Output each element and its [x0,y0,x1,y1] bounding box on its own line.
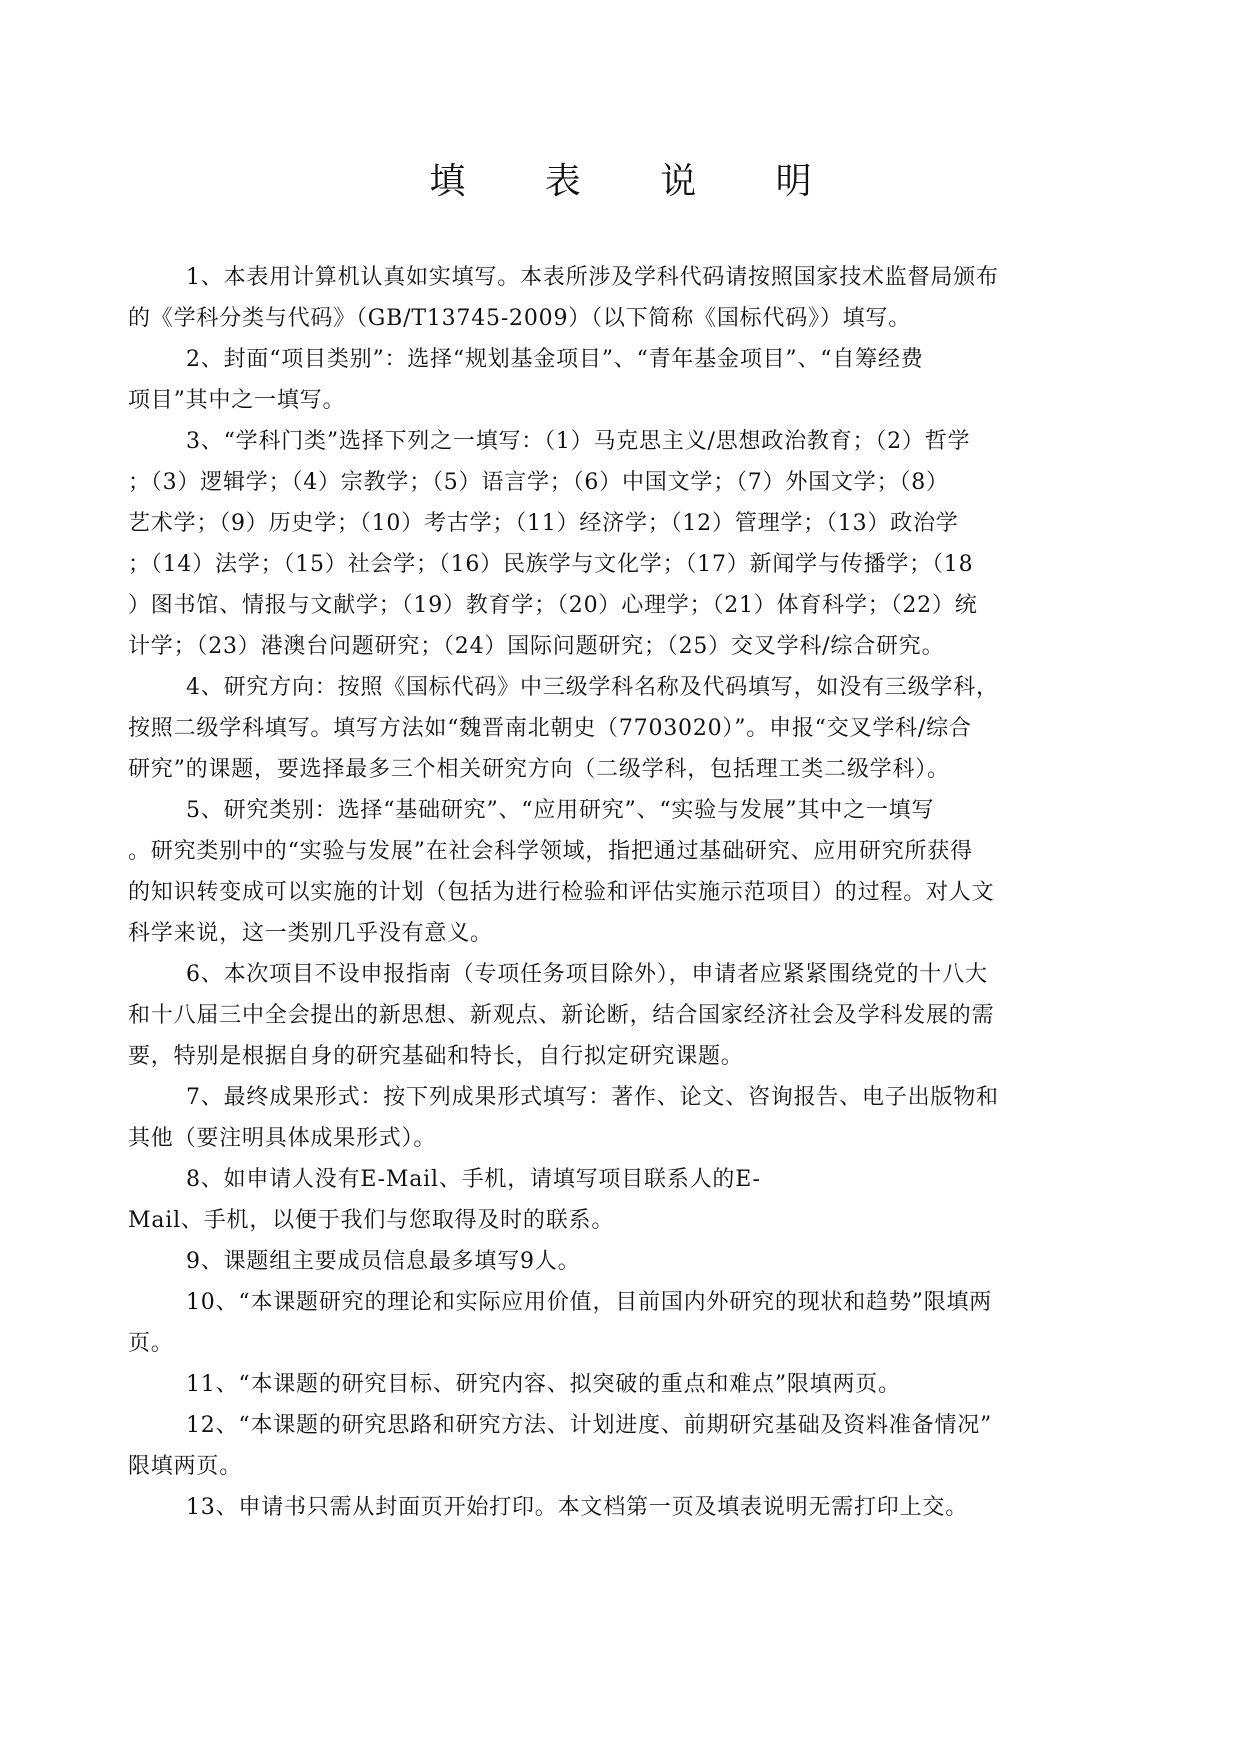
instruction-line: 项目”其中之一填写。 [128,388,346,413]
instruction-line: 的知识转变成可以实施的计划（包括为进行检验和评估实施示范项目）的过程。对人文 [128,880,995,905]
instruction-item [128,1282,1086,1364]
instruction-line: 艺术学；（9）历史学；（10）考古学；（11）经济学；（12）管理学；（13）政治学 [128,511,959,536]
instruction-line: 。研究类别中的“实验与发展”在社会科学领域，指把通过基础研究、应用研究所获得 [128,839,973,864]
instruction-item [128,790,1086,954]
instruction-line: 和十八届三中全会提出的新思想、新观点、新论断，结合国家经济社会及学科发展的需 [128,1003,995,1028]
page-title: 填 表 说 明 [429,161,846,202]
instruction-line: 按照二级学科填写。填写方法如“魏晋南北朝史（7703020）”。申报“交叉学科/综合 [128,716,972,741]
instruction-line: 13、申请书只需从封面页开始打印。本文档第一页及填表说明无需打印上交。 [186,1495,968,1520]
instruction-line: 要，特别是根据自身的研究基础和特长，自行拟定研究课题。 [128,1044,744,1069]
instruction-line: ）图书馆、情报与文献学；（19）教育学；（20）心理学；（21）体育科学；（22）统 [128,593,978,618]
instruction-line: 页。 [128,1331,174,1356]
instruction-line: 5、研究类别：选择“基础研究”、“应用研究”、“实验与发展”其中之一填写 [186,798,935,823]
instruction-line: Mail、手机，以便于我们与您取得及时的联系。 [128,1208,615,1233]
instruction-line: 1、本表用计算机认真如实填写。本表所涉及学科代码请按照国家技术监督局颁布 [186,265,999,290]
instruction-line: 的《学科分类与代码》（GB/T13745-2009）（以下简称《国标代码》）填写。 [128,306,912,331]
instruction-item [128,1241,1086,1282]
instruction-item [128,257,1086,339]
instruction-line: 6、本次项目不设申报指南（专项任务项目除外），申请者应紧紧围绕党的十八大 [186,962,988,987]
instruction-item [128,667,1086,790]
instruction-item [128,1405,1086,1487]
instruction-line: 11、“本课题的研究目标、研究内容、拟突破的重点和难点”限填两页。 [186,1372,901,1397]
instruction-line: 10、“本课题研究的理论和实际应用价值，目前国内外研究的现状和趋势”限填两 [186,1290,993,1315]
instruction-line: 限填两页。 [128,1454,243,1479]
instruction-line: ；（3）逻辑学；（4）宗教学；（5）语言学；（6）中国文学；（7）外国文学；（8） [128,470,949,495]
instruction-item [128,1487,1086,1528]
instruction-item [128,1364,1086,1405]
instruction-line: 科学来说，这一类别几乎没有意义。 [128,921,493,946]
instruction-line: 7、最终成果形式：按下列成果形式填写：著作、论文、咨询报告、电子出版物和 [186,1085,999,1110]
instruction-line: 9、课题组主要成员信息最多填写9人。 [186,1249,581,1274]
instruction-item [128,954,1086,1077]
instruction-item [128,339,1086,421]
instruction-line: 4、研究方向：按照《国标代码》中三级学科名称及代码填写，如没有三级学科， [186,675,999,700]
instruction-item [128,1159,1086,1241]
instruction-line: 3、“学科门类”选择下列之一填写：（1）马克思主义/思想政治教育；（2）哲学 [186,429,971,454]
instruction-line: 计学；（23）港澳台问题研究；（24）国际问题研究；（25）交叉学科/综合研究。 [128,634,945,659]
instruction-line: 12、“本课题的研究思路和研究方法、计划进度、前期研究基础及资料准备情况” [186,1413,993,1438]
instruction-line: 其他（要注明具体成果形式）。 [128,1126,437,1151]
instructions-body [128,257,1086,1528]
instruction-item [128,1077,1086,1159]
instruction-line: 研究”的课题，要选择最多三个相关研究方向（二级学科，包括理工类二级学科）。 [128,757,950,782]
instruction-line: 2、封面“项目类别”：选择“规划基金项目”、“青年基金项目”、“自筹经费 [186,347,924,372]
instruction-line: ；（14）法学；（15）社会学；（16）民族学与文化学；（17）新闻学与传播学；（18 [128,552,974,577]
instruction-item [128,421,1086,667]
instruction-line: 8、如申请人没有E-Mail、手机，请填写项目联系人的E- [186,1167,761,1192]
